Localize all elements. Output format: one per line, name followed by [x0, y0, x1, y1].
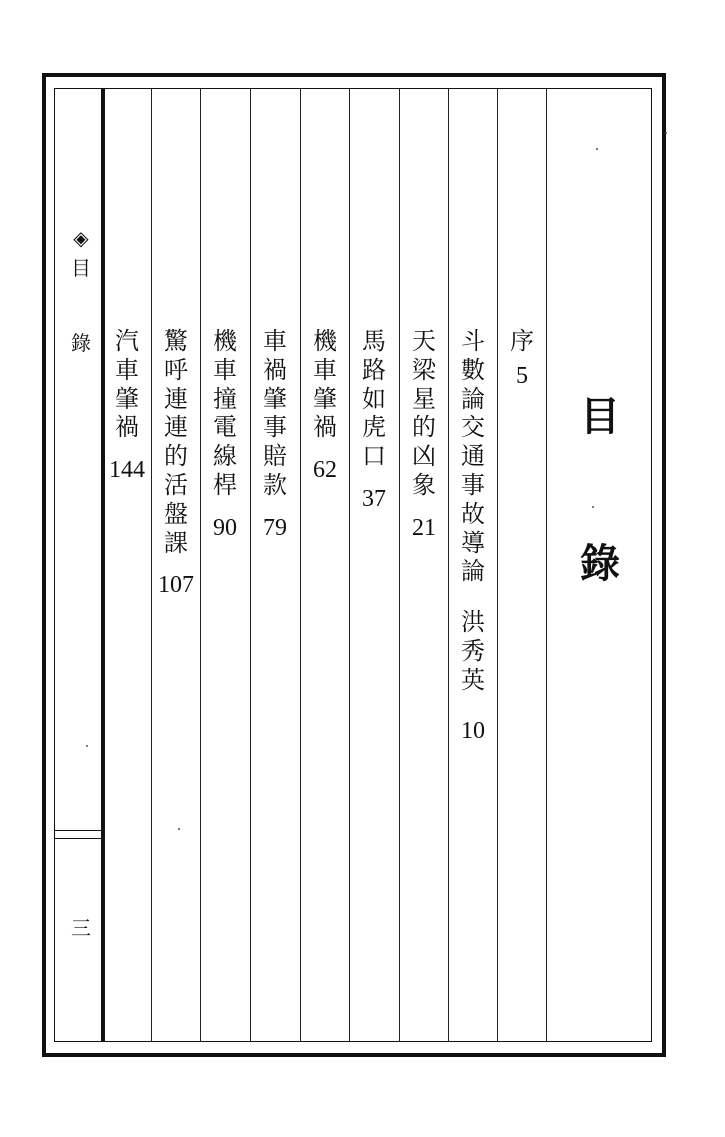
- diamond-icon: ◈: [73, 226, 89, 250]
- toc-entry[interactable]: [300, 327, 350, 485]
- char: 虎: [362, 413, 386, 442]
- toc-entry-title: [409, 327, 439, 500]
- toc-entry-author: [458, 608, 488, 694]
- char: 英: [461, 665, 485, 694]
- char: 洪: [461, 608, 485, 637]
- char: 撞: [213, 384, 237, 413]
- char: 數: [461, 355, 485, 384]
- char: 的: [412, 413, 436, 442]
- speck: [178, 828, 180, 830]
- toc-entry-page: 90: [213, 514, 237, 541]
- char: 連: [164, 384, 188, 413]
- char: 路: [362, 355, 386, 384]
- char: 梁: [412, 355, 436, 384]
- sidebar-label: [71, 250, 91, 356]
- char: 論: [461, 557, 485, 586]
- toc-entry-title: [161, 327, 191, 557]
- char: 序: [510, 327, 534, 355]
- char: 款: [263, 470, 287, 499]
- toc-entry-page: 79: [263, 514, 287, 541]
- toc-entry-page: 144: [109, 457, 145, 484]
- column-rule: [546, 88, 547, 1042]
- speck: [596, 148, 598, 150]
- toc-entry[interactable]: [448, 327, 498, 745]
- char: 馬: [362, 327, 386, 355]
- column-rule: [349, 88, 350, 1042]
- toc-entry[interactable]: [349, 327, 399, 514]
- char: 事: [263, 413, 287, 442]
- column-rule: [300, 88, 301, 1042]
- char: 禍: [115, 413, 139, 442]
- toc-entry-title: [310, 327, 340, 442]
- title-char: 目: [580, 394, 620, 440]
- char: 斗: [461, 327, 485, 355]
- char: 車: [115, 355, 139, 384]
- char: 車: [213, 355, 237, 384]
- char: 呼: [164, 355, 188, 384]
- page-number: 三: [71, 916, 91, 940]
- toc-entry-title: [112, 327, 142, 442]
- char: 導: [461, 528, 485, 557]
- char: 象: [412, 470, 436, 499]
- char: 賠: [263, 442, 287, 471]
- char: 凶: [412, 442, 436, 471]
- char: 如: [362, 384, 386, 413]
- char: 桿: [213, 470, 237, 499]
- char: 線: [213, 442, 237, 471]
- toc-entry-title: [458, 327, 488, 586]
- page-frame-inner: [54, 88, 652, 1042]
- char: 驚: [164, 327, 188, 355]
- speck: [86, 745, 88, 747]
- char: 故: [461, 499, 485, 528]
- char: 盤: [164, 499, 188, 528]
- char: 通: [461, 442, 485, 471]
- char: 汽: [115, 327, 139, 355]
- page-title: [570, 385, 630, 589]
- toc-entry-page: 62: [313, 457, 337, 484]
- toc-entry[interactable]: [399, 327, 449, 543]
- char: 課: [164, 528, 188, 557]
- toc-entry[interactable]: [497, 327, 547, 391]
- char: 禍: [263, 355, 287, 384]
- char: 連: [164, 413, 188, 442]
- column-rule: [399, 88, 400, 1042]
- title-char: 錄: [580, 541, 620, 587]
- sidebar-rule: [55, 838, 102, 839]
- char: 肇: [263, 384, 287, 413]
- toc-entry-page: 5: [516, 362, 528, 389]
- char: 交: [461, 413, 485, 442]
- char: 機: [313, 327, 337, 355]
- char: 禍: [313, 413, 337, 442]
- toc-entry-title: [507, 327, 537, 356]
- sidebar-header: [60, 226, 102, 356]
- char: 活: [164, 470, 188, 499]
- toc-entry[interactable]: [102, 327, 152, 485]
- char: 天: [412, 327, 436, 355]
- toc-entry-title: [260, 327, 290, 500]
- speck: [592, 506, 594, 508]
- column-rule: [250, 88, 251, 1042]
- char: 論: [461, 384, 485, 413]
- toc-entry-page: 10: [461, 717, 485, 744]
- sidebar-rule: [55, 830, 102, 831]
- char: 秀: [461, 636, 485, 665]
- toc-entry-title: [359, 327, 389, 471]
- char: 機: [213, 327, 237, 355]
- char: 口: [362, 442, 386, 471]
- toc-entry[interactable]: [250, 327, 300, 543]
- char: 電: [213, 413, 237, 442]
- char: 的: [164, 442, 188, 471]
- toc-entry-title: [210, 327, 240, 500]
- char: 肇: [115, 384, 139, 413]
- toc-entry[interactable]: [151, 327, 201, 600]
- char: 事: [461, 470, 485, 499]
- toc-entry-page: 107: [158, 572, 194, 599]
- char: 車: [313, 355, 337, 384]
- sidebar-label-char: 錄: [71, 331, 91, 355]
- toc-entry-page: 37: [362, 485, 386, 512]
- speck: [665, 132, 667, 134]
- toc-entry-page: 21: [412, 514, 436, 541]
- toc-entry[interactable]: [200, 327, 250, 543]
- sidebar-label-char: 目: [71, 256, 91, 280]
- char: 肇: [313, 384, 337, 413]
- char: 星: [412, 384, 436, 413]
- char: 車: [263, 327, 287, 355]
